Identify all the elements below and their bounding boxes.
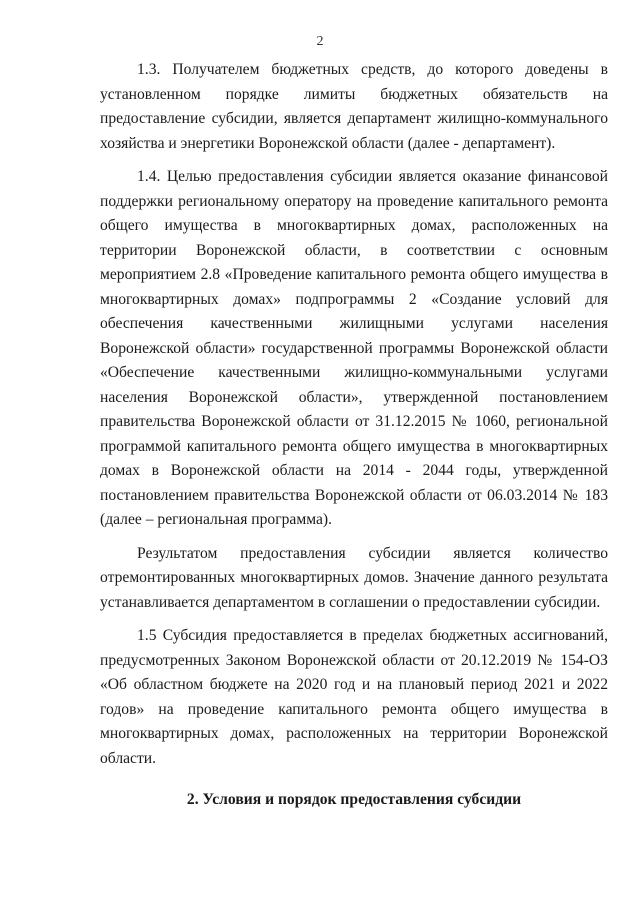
paragraph-1-5: 1.5 Субсидия предоставляется в пределах бюджетных ассигнований, предусмотренных Законом Воронежской области от 20.12.2019 № 154-ОЗ «Об областном бюджете на 2020 год и на плановый период 2021 и 2022 годов» на проведение капитального ремонта общего имущества в многоквартирных домах, расположенных на территории Воронежской области.: [100, 627, 608, 767]
paragraph-1-4: 1.4. Целью предоставления субсидии является оказание финансовой поддержки региональному оператору на проведение капитального ремонта общего имущества в многоквартирных домах, расположенных на территории Воронежской области, в соответствии с основным мероприятием 2.8 «Проведение капитального ремонта общего имущества в многоквартирных домах» подпрограммы 2 «Создание условий для обеспечения качественными жилищными услугами населения Воронежской области» государственной программы Воронежской области «Обеспечение качественными жилищно-коммунальными услугами населения Воронежской области», утвержденной постановлением правительства Воронежской области от 31.12.2015 № 1060, региональной программой капитального ремонта общего имущества в многоквартирных домах в Воронежской области на 2014 - 2044 годы, утвержденной постановлением правительства Воронежской области от 06.03.2014 № 183 (далее – региональная программа).: [100, 168, 608, 528]
page-number: 2: [316, 34, 324, 49]
document-body: [100, 58, 608, 780]
section-heading: 2. Условия и порядок предоставления субсидии: [186, 791, 522, 808]
paragraph-1-3: 1.3. Получателем бюджетных средств, до которого доведены в установленном порядке лимиты бюджетных обязательств на предоставление субсидии, является департамент жилищно-коммунального хозяйства и энергетики Воронежской области (далее - департамент).: [100, 61, 608, 152]
paragraph-result: Результатом предоставления субсидии является количество отремонтированных многоквартирных домов. Значение данного результата устанавливается департаментом в соглашении о предоставлении субсидии.: [100, 544, 608, 611]
